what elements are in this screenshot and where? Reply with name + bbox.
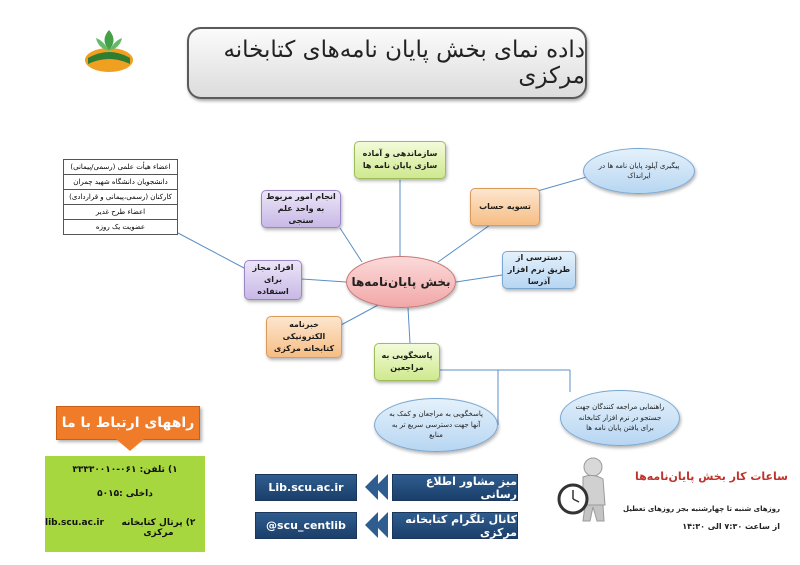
contact-portal: [45, 518, 205, 538]
node-answer: پاسخگویی به مراجعین: [374, 343, 440, 381]
desk-label: میز مشاور اطلاع رسانی: [392, 474, 518, 501]
chevron-left-icon: [375, 474, 388, 500]
telegram-label: کانال تلگرام کتابخانه مرکزی: [392, 512, 518, 539]
node-upload: پیگیری آپلود پایان نامه ها در ایرانداک: [583, 148, 695, 194]
hours-time: از ساعت ۷:۳۰ الی ۱۴:۳۰: [682, 522, 780, 531]
node-prepare: سازماندهی و آماده سازی پایان نامه ها: [354, 141, 446, 179]
members-row: کارکنان (رسمی،پیمانی و قراردادی): [64, 190, 178, 205]
chevron-left-icon: [375, 512, 388, 538]
node-software: دسترسی از طریق نرم افزار آذرسا: [502, 251, 576, 289]
contact-portal-url[interactable]: lib.scu.ac.ir: [45, 518, 104, 528]
library-logo: [78, 26, 140, 76]
contact-portal-label: ۲) پرتال کتابخانه مرکزی: [121, 518, 196, 538]
members-row: دانشجویان دانشگاه شهید چمران: [64, 175, 178, 190]
person-clock-icon: [555, 455, 615, 525]
node-settlement: تسویه حساب: [470, 188, 540, 226]
center-node: بخش پایان‌نامه‌ها: [346, 256, 456, 308]
node-affairs: انجام امور مربوط به واحد علم سنجی: [261, 190, 341, 228]
contact-box: [45, 456, 205, 552]
desk-url[interactable]: Lib.scu.ac.ir: [255, 474, 357, 501]
node-answer-help: پاسخگویی به مراجعان و کمک به آنها جهت دسترسی سریع تر به منابع: [374, 398, 498, 452]
members-row: اعضاء طرح غدیر: [64, 205, 178, 220]
hours-title: ساعات کار بخش پایان‌نامه‌ها: [634, 470, 788, 483]
contact-extension: داخلی :۵۰۱۵: [97, 489, 153, 499]
node-permit: افراد مجاز برای استفاده: [244, 260, 302, 300]
members-row: عضویت یک روزه: [64, 220, 178, 235]
members-row: اعضاء هیأت علمی (رسمی/پیمانی): [64, 160, 178, 175]
contact-arrow-icon: [116, 439, 144, 451]
contact-title: راههای ارتباط با ما: [56, 406, 200, 440]
members-table: [63, 159, 178, 235]
hours-days: روزهای شنبه تا چهارشنبه بجز روزهای تعطیل: [622, 505, 780, 513]
page-title: داده نمای بخش پایان نامه‌های کتابخانه مرکزی: [187, 27, 587, 99]
node-newsletter: خبرنامه الکترونیکی کتابخانه مرکزی: [266, 316, 342, 358]
telegram-handle[interactable]: @scu_centlib: [255, 512, 357, 539]
node-answer-guide: راهنمایی مراجعه کنندگان جهت جستجو در نرم افزار کتابخانه برای یافتن پایان نامه ها: [560, 390, 680, 446]
contact-phone: ۱) تلفن: ۰۶۱-۳۳۳۳۰۰۱۰: [72, 465, 178, 475]
